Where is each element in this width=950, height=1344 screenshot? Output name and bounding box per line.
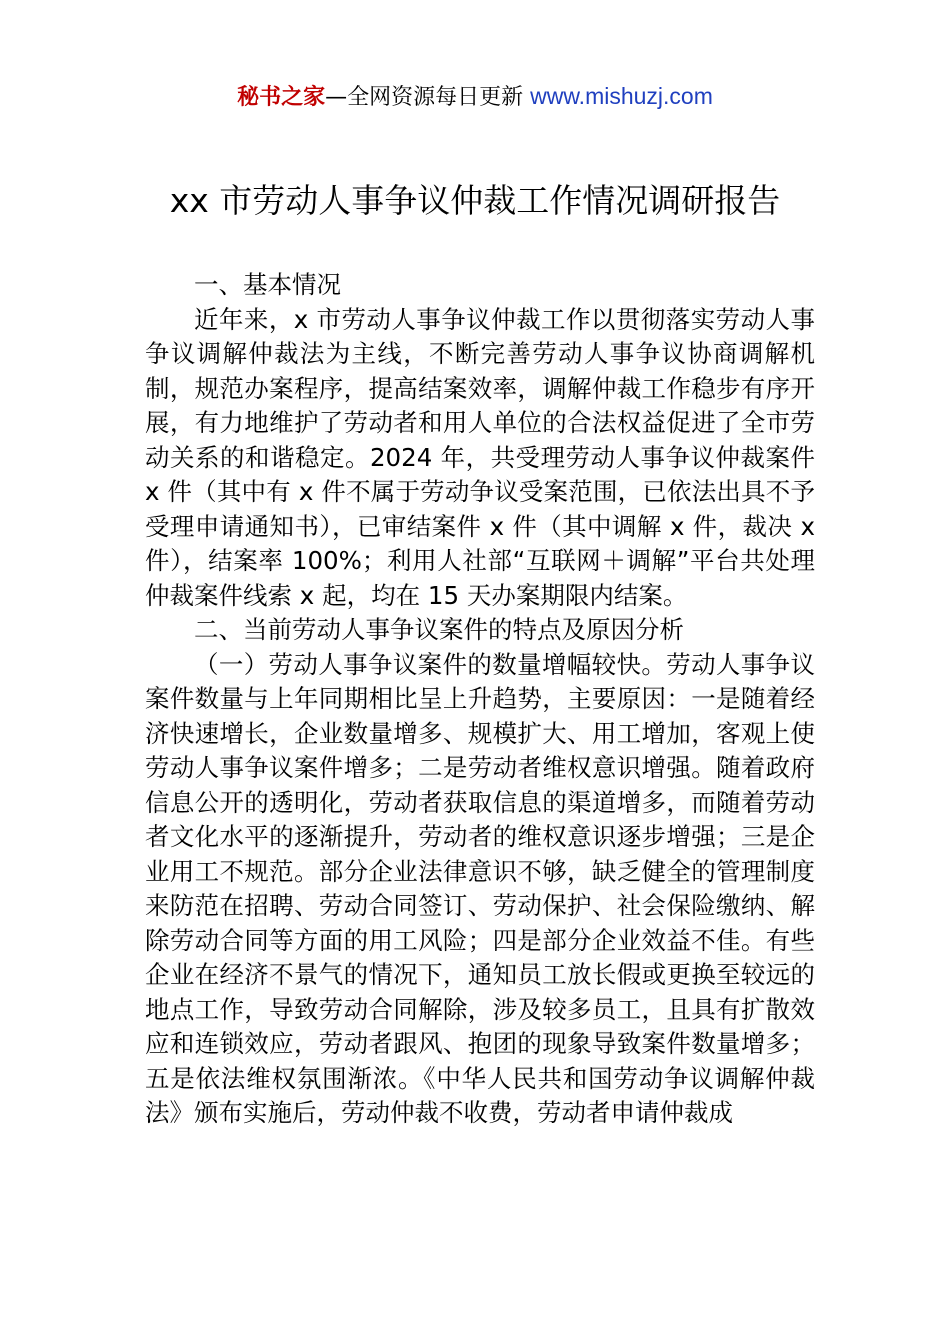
body-paragraph: 近年来，x 市劳动人事争议仲裁工作以贯彻落实劳动人事争议调解仲裁法为主线，不断完善劳动人事争议协商调解机制，规范办案程序，提高结案效率，调解仲裁工作稳步有序开展，有力地维护了劳动者和用人单位的合法权益促进了全市劳动关系的和谐稳定。2024 年，共受理劳动人事争议仲裁案件 x 件（其中有 x 件不属于劳动争议受案范围，已依法出具不予受理申请通知书），已审结案件 x 件（其中调解 x 件，裁决 x 件），结案率 100%；利用人社部“互联网＋调解”平台共处理仲裁案件线索 x 起，均在 15 天办案期限内结案。 [145,304,815,610]
body-paragraph: （一）劳动人事争议案件的数量增幅较快。劳动人事争议案件数量与上年同期相比呈上升趋势，主要原因：一是随着经济快速增长，企业数量增多、规模扩大、用工增加，客观上使劳动人事争议案件增多；二是劳动者维权意识增强。随着政府信息公开的透明化，劳动者获取信息的渠道增多，而随着劳动者文化水平的逐渐提升，劳动者的维权意识逐步增强；三是企业用工不规范。部分企业法律意识不够，缺乏健全的管理制度来防范在招聘、劳动合同签订、劳动保护、社会保险缴纳、解除劳动合同等方面的用工风险；四是部分企业效益不佳。有些企业在经济不景气的情况下，通知员工放长假或更换至较远的地点工作，导致劳动合同解除，涉及较多员工，且具有扩散效应和连锁效应，劳动者跟风、抱团的现象导致案件数量增多；五是依法维权氛围渐浓。《中华人民共和国劳动争议调解仲裁法》颁布实施后，劳动仲裁不收费，劳动者申请仲裁成 [145,649,815,1127]
section-heading: 一、基本情况 [194,270,341,299]
site-url-link[interactable]: www.mishuzj.com [530,83,713,109]
section-heading: 二、当前劳动人事争议案件的特点及原因分析 [194,615,684,644]
site-header [0,80,950,114]
document-body [145,268,815,1131]
brand-name: 秘书之家 [237,85,326,110]
header-tagline: —全网资源每日更新 [325,85,531,110]
document-title: xx 市劳动人事争议仲裁工作情况调研报告 [169,181,781,220]
